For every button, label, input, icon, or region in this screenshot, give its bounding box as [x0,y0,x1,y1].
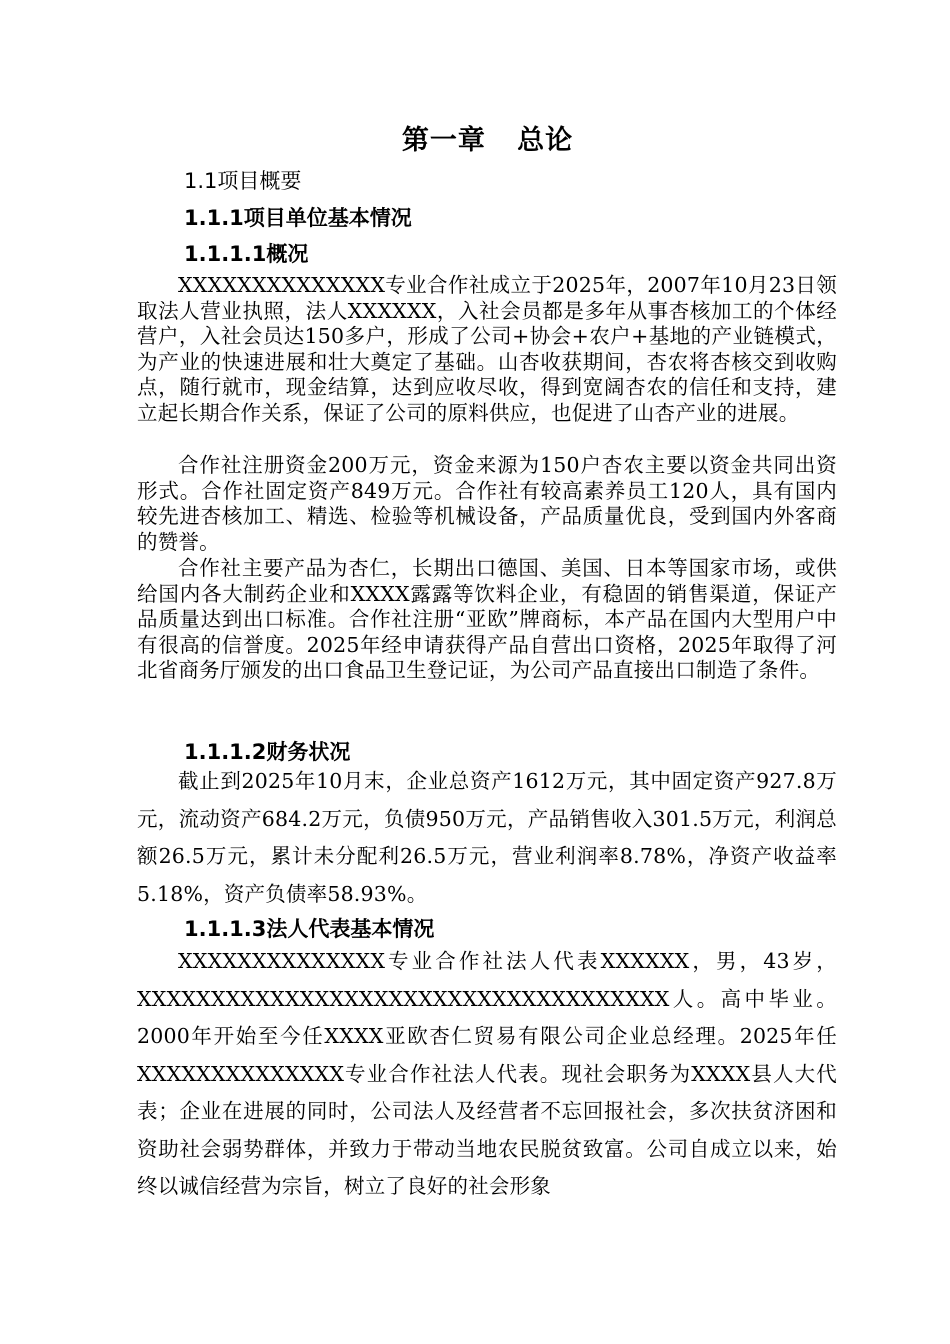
overview-paragraph-1: XXXXXXXXXXXXXX专业合作社成立于2025年，2007年10月23日领取法人营业执照，法人XXXXXX，入社会员都是多年从事杏核加工的个体经营户，入社会员达150多户，形成了公司+协会+农户+基地的产业链模式，为产业的快速进展和壮大奠定了基础。山杏收获期间，杏农将杏核交到收购点，随行就市，现金结算，达到应收尽收，得到宽阔杏农的信任和支持，建立起长期合作关系，保证了公司的原料供应，也促进了山杏产业的进展。 [137,273,837,425]
overview-paragraph-2: 合作社注册资金200万元，资金来源为150户杏农主要以资金共同出资形式。合作社固定资产849万元。合作社有较高素养员工120人，具有国内较先进杏核加工、精选、检验等机械设备，产品质量优良，受到国内外客商的赞誉。 [137,453,837,554]
section-heading-1-1-1-2: 1.1.1.2财务状况 [184,740,351,764]
overview-paragraph-3: 合作社主要产品为杏仁，长期出口德国、美国、日本等国家市场，或供给国内各大制药企业和XXXX露露等饮料企业，有稳固的销售渠道，保证产品质量达到出口标准。合作社注册“亚欧”牌商标，本产品在国内大型用户中有很高的信誉度。2025年经申请获得产品自营出口资格，2025年取得了河北省商务厅颁发的出口食品卫生登记证，为公司产品直接出口制造了条件。 [137,556,837,682]
section-heading-1-1-1-3: 1.1.1.3法人代表基本情况 [184,917,435,941]
finance-paragraph: 截止到2025年10月末，企业总资产1612万元，其中固定资产927.8万元，流动资产684.2万元，负债950万元，产品销售收入301.5万元，利润总额26.5万元，累计未分配利26.5万元，营业利润率8.78%，净资产收益率5.18%，资产负债率58.93%。 [137,769,837,906]
section-heading-1-1-1: 1.1.1项目单位基本情况 [184,206,412,230]
chapter-title: 第一章 总论 [401,125,574,156]
section-heading-1-1-1-1: 1.1.1.1概况 [184,242,309,266]
section-heading-1-1: 1.1项目概要 [184,169,302,193]
legal-rep-paragraph: XXXXXXXXXXXXXX专业合作社法人代表XXXXXX，男，43岁，XXXXXXXXXXXXXXXXXXXXXXXXXXXXXXXXXXXX人。高中毕业。2000年开始至今任XXXX亚欧杏仁贸易有限公司企业总经理。2025年任XXXXXXXXXXXXXX专业合作社法人代表。现社会职务为XXXX县人大代表；企业在进展的同时，公司法人及经营者不忘回报社会，多次扶贫济困和资助社会弱势群体，并致力于带动当地农民脱贫致富。公司自成立以来，始终以诚信经营为宗旨，树立了良好的社会形象 [137,949,837,1198]
